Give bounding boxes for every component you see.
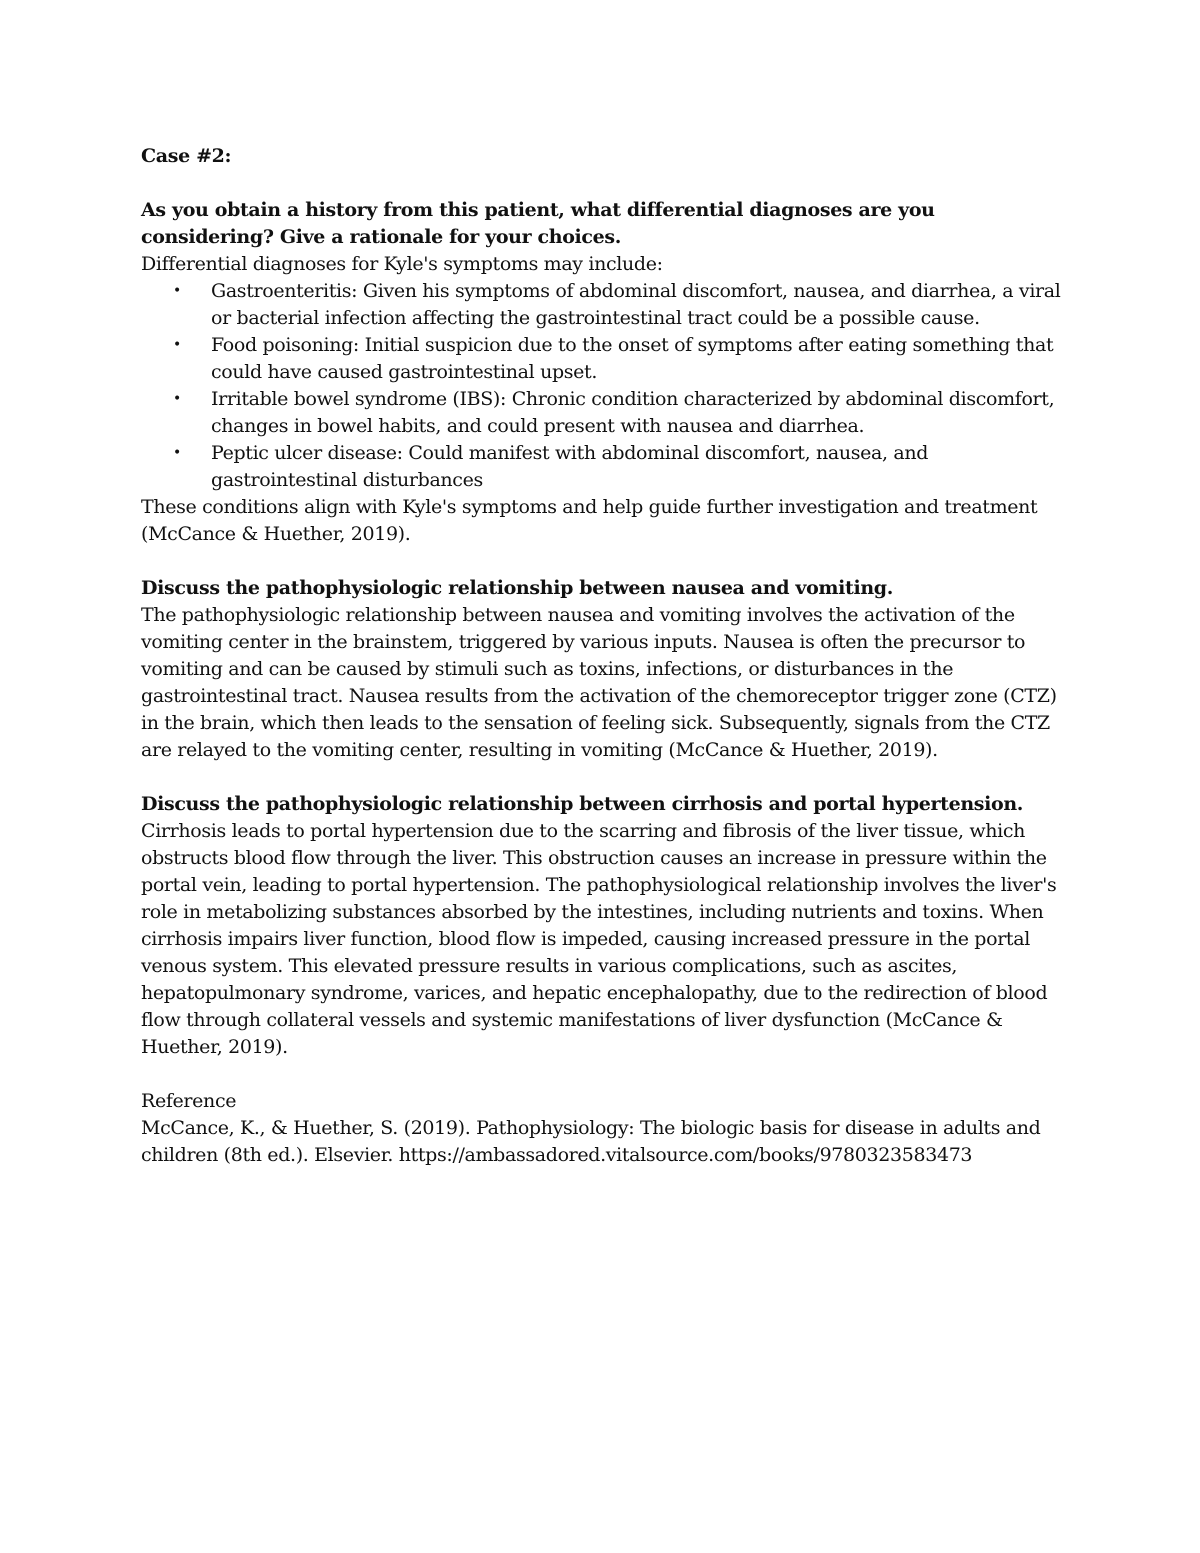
spacer <box>141 170 1066 197</box>
section2-question: Discuss the pathophysiologic relationship between nausea and vomiting. <box>141 577 894 599</box>
list-item-text: Gastroenteritis: Given his symptoms of abdominal discomfort, nausea, and diarrhea, a viral or bacterial infection affecting the gastrointestinal tract could be a possible cause. <box>211 280 1061 329</box>
spacer <box>141 548 1066 575</box>
document-page <box>141 143 1066 1169</box>
bullet-icon: • <box>173 445 181 461</box>
case-title: Case #2: <box>141 145 232 167</box>
section3-answer: Cirrhosis leads to portal hypertension due to the scarring and fibrosis of the liver tissue, which obstructs blood flow through the liver. This obstruction causes an increase in pressure within the portal vein, leading to portal hypertension. The pathophysiological relationship involves the liver's role in metabolizing substances absorbed by the intestines, including nutrients and toxins. When cirrhosis impairs liver function, blood flow is impeded, causing increased pressure in the portal venous system. This elevated pressure results in various complications, such as ascites, hepatopulmonary syndrome, varices, and hepatic encephalopathy, due to the redirection of blood flow through collateral vessels and systemic manifestations of liver dysfunction (McCance & Huether, 2019). <box>141 820 1057 1058</box>
spacer <box>141 1061 1066 1088</box>
list-item <box>173 386 1066 440</box>
section1-conclusion: These conditions align with Kyle's symptoms and help guide further investigation and treatment (McCance & Huether, 2019). <box>141 496 1038 545</box>
bullet-icon: • <box>173 283 181 299</box>
section1-question: As you obtain a history from this patient, what differential diagnoses are you considering? Give a rationale for your choices. <box>141 199 935 248</box>
bullet-icon: • <box>173 391 181 407</box>
differential-list <box>141 278 1066 494</box>
section1-intro: Differential diagnoses for Kyle's symptoms may include: <box>141 253 663 275</box>
reference-citation: McCance, K., & Huether, S. (2019). Pathophysiology: The biologic basis for disease in adults and children (8th ed.). Elsevier. https://ambassadored.vitalsource.com/books/9780323583473 <box>141 1117 1041 1166</box>
list-item <box>173 440 1066 494</box>
list-item-text: Food poisoning: Initial suspicion due to the onset of symptoms after eating something that could have caused gastrointestinal upset. <box>211 334 1054 383</box>
section2-answer: The pathophysiologic relationship between nausea and vomiting involves the activation of the vomiting center in the brainstem, triggered by various inputs. Nausea is often the precursor to vomiting and can be caused by stimuli such as toxins, infections, or disturbances in the gastrointestinal tract. Nausea results from the activation of the chemoreceptor trigger zone (CTZ) in the brain, which then leads to the sensation of feeling sick. Subsequently, signals from the CTZ are relayed to the vomiting center, resulting in vomiting (McCance & Huether, 2019). <box>141 604 1057 761</box>
bullet-icon: • <box>173 337 181 353</box>
spacer <box>141 764 1066 791</box>
list-item <box>173 332 1066 386</box>
list-item-text: Irritable bowel syndrome (IBS): Chronic condition characterized by abdominal discomfort, changes in bowel habits, and could present with nausea and diarrhea. <box>211 388 1055 437</box>
list-item <box>173 278 1066 332</box>
list-item-text: Peptic ulcer disease: Could manifest with abdominal discomfort, nausea, and gastrointestinal disturbances <box>211 442 929 491</box>
section3-question: Discuss the pathophysiologic relationship between cirrhosis and portal hypertension. <box>141 793 1024 815</box>
reference-heading: Reference <box>141 1090 237 1112</box>
